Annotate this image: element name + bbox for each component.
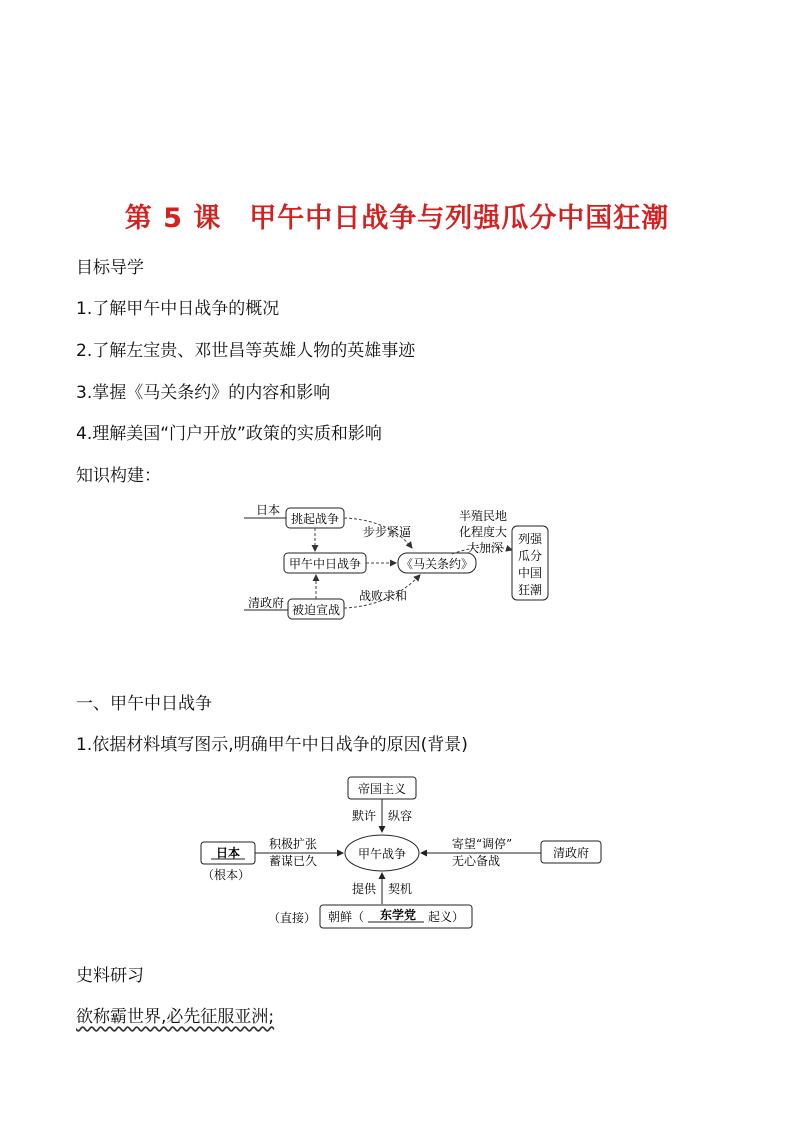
goal-item: 1.了解甲午中日战争的概况 [76, 299, 280, 319]
qing-label-2: 清政府 [552, 846, 590, 860]
sources-heading: 史料研习 [76, 966, 144, 986]
war-label-2: 甲午战争 [357, 847, 407, 861]
expand-label: 积极扩张 [268, 837, 318, 851]
page-title: 第 5 课 甲午中日战争与列强瓜分中国狂潮 [124, 203, 670, 234]
effect-line-2: 化程度大 [458, 525, 508, 539]
forced-label: 被迫宣战 [291, 603, 341, 617]
indulge-label: 纵容 [388, 809, 413, 823]
result-line-1: 列强 [517, 532, 543, 546]
answer-label: 东学党 [379, 908, 417, 922]
root-label: （根本） [201, 868, 251, 882]
hope-label: 寄望“调停” [451, 837, 513, 851]
knowledge-diagram [240, 498, 560, 628]
provide-label: 提供 [351, 882, 376, 896]
goal-item: 2.了解左宝贵、邓世昌等英雄人物的英雄事迹 [76, 341, 416, 361]
plot-label: 蓄谋已久 [268, 854, 318, 868]
imperialism-label: 帝国主义 [357, 782, 407, 796]
japan-label-2: 日本 [215, 846, 241, 860]
result-line-4: 狂潮 [517, 583, 543, 597]
korea-suffix: 起义） [428, 910, 465, 924]
defeat-label: 战败求和 [358, 589, 408, 603]
result-line-3: 中国 [517, 566, 543, 580]
step-by-step-label: 步步紧逼 [362, 525, 412, 539]
cause-diagram [196, 772, 606, 932]
treaty-label: 《马关条约》 [400, 557, 474, 571]
opportunity-label: 契机 [388, 882, 413, 896]
source-quote: 欲称霸世界,必先征服亚洲; [76, 1007, 275, 1027]
korea-prefix: 朝鲜（ [328, 910, 365, 924]
goal-item: 4.理解美国“门户开放”政策的实质和影响 [76, 424, 382, 444]
tacit-label: 默许 [351, 809, 376, 823]
knowledge-heading: 知识构建： [76, 466, 161, 486]
japan-label: 日本 [256, 503, 281, 517]
effect-line-1: 半殖民地 [458, 509, 508, 523]
goals-heading: 目标导学 [76, 258, 144, 278]
result-line-2: 瓜分 [517, 549, 543, 563]
qing-label: 清政府 [248, 596, 285, 610]
goal-item: 3.掌握《马关条约》的内容和影响 [76, 383, 331, 403]
section1-question: 1.依据材料填写图示,明确甲午中日战争的原因(背景) [76, 735, 468, 755]
war-label: 甲午中日战争 [288, 557, 362, 571]
direct-label: （直接） [268, 911, 317, 925]
no-prep-label: 无心备战 [451, 854, 501, 868]
effect-line-3: 大加深 [466, 541, 504, 555]
provoke-war-label: 挑起战争 [290, 512, 340, 526]
section1-heading: 一、甲午中日战争 [76, 694, 212, 714]
